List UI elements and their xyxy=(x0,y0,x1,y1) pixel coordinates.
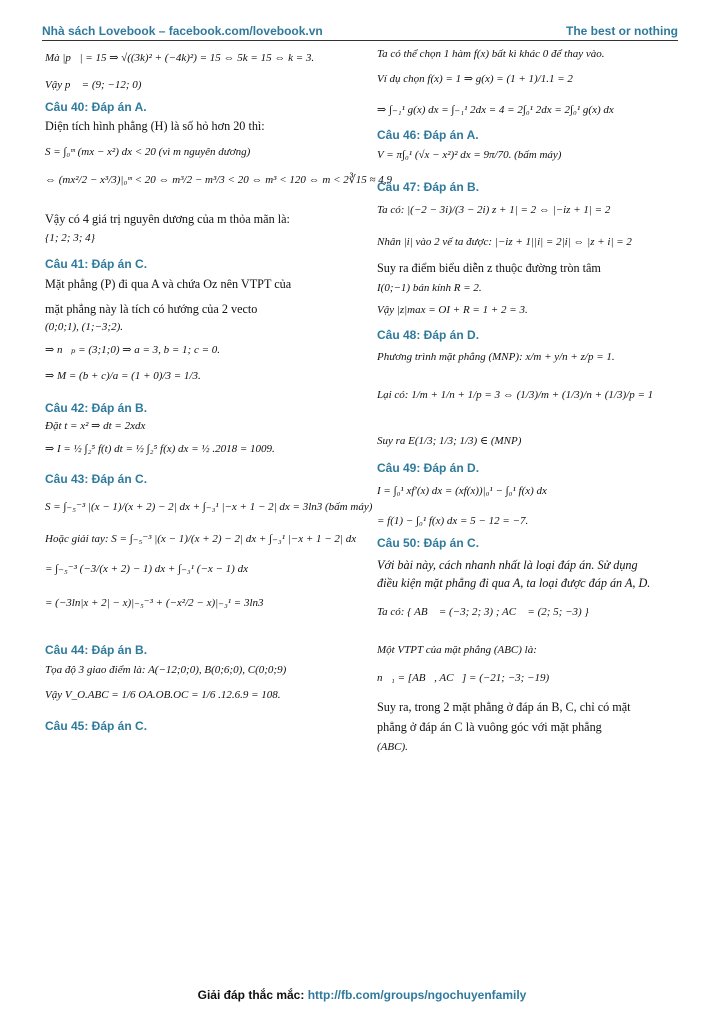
math-line: Ta có thể chọn 1 hàm f(x) bất kì khác 0 để thay vào. xyxy=(377,48,605,60)
math-line: Ta có: |(−2 − 3i)/(3 − 2i) z + 1| = 2 ⇔ |−iz + 1| = 2 xyxy=(377,204,611,216)
math-line: Vậy p⃗ = (9; −12; 0) xyxy=(45,79,142,91)
answer-heading: Câu 47: Đáp án B. xyxy=(377,180,480,194)
text-line: Suy ra điểm biểu diễn z thuộc đường tròn tâm xyxy=(377,261,601,275)
answer-heading: Câu 44: Đáp án B. xyxy=(45,643,148,657)
math-line: Hoặc giải tay: S = ∫₋₅⁻³ |(x − 1)/(x + 2) − 2| dx + ∫₋₃¹ |−x + 1 − 2| dx xyxy=(45,533,357,545)
page-header xyxy=(42,22,678,42)
answer-heading: Câu 46: Đáp án A. xyxy=(377,128,479,142)
header-rule xyxy=(42,40,678,41)
math-line: Phương trình mặt phẳng (MNP): x/m + y/n + z/p = 1. xyxy=(377,351,615,363)
text-line: điều kiện mặt phẳng đi qua A, ta loại được đáp án A, D. xyxy=(377,576,651,590)
math-line: = (−3ln|x + 2| − x)|₋₅⁻³ + (−x²/2 − x)|₋₃¹ = 3ln3 xyxy=(45,597,264,609)
text-line: Vậy có 4 giá trị nguyên dương của m thỏa mãn là: xyxy=(45,212,290,226)
math-line: S = ∫₀ᵐ (mx − x²) dx < 20 (vì m nguyên dương) xyxy=(45,146,251,158)
answer-heading: Câu 43: Đáp án C. xyxy=(45,472,148,486)
footer-link[interactable]: http://fb.com/groups/ngochuyenfamily xyxy=(307,988,527,1002)
text-line: mặt phẳng này là tích có hướng của 2 vecto xyxy=(45,302,258,316)
math-line: (ABC). xyxy=(377,741,408,753)
math-line: Đặt t = x² ⇒ dt = 2xdx xyxy=(45,420,146,432)
math-line: ⇒ n⃗ₚ = (3;1;0) ⇒ a = 3, b = 1; c = 0. xyxy=(45,344,221,356)
math-line: (0;0;1), (1;−3;2). xyxy=(45,321,123,333)
footer-label: Giải đáp thắc mắc: xyxy=(197,988,305,1002)
math-line: ⇔ (mx²/2 − x³/3)|₀ᵐ < 20 ⇔ m³/2 − m³/3 < 20 ⇔ m³ < 120 ⇔ m < 2∛15 ≈ 4,9 xyxy=(45,174,393,186)
page-footer xyxy=(0,988,724,1002)
answer-heading: Câu 42: Đáp án B. xyxy=(45,401,148,415)
answer-heading: Câu 40: Đáp án A. xyxy=(45,100,147,114)
text-line: Diện tích hình phẳng (H) là số hỏ hơn 20 thì: xyxy=(45,119,265,133)
math-line: Một VTPT của mặt phẳng (ABC) là: xyxy=(377,644,537,656)
math-line: Ví dụ chọn f(x) = 1 ⇒ g(x) = (1 + 1)/1.1 = 2 xyxy=(377,73,573,85)
answer-heading: Câu 41: Đáp án C. xyxy=(45,257,148,271)
math-line: = ∫₋₅⁻³ (−3/(x + 2) − 1) dx + ∫₋₃¹ (−x − 1) dx xyxy=(45,563,248,575)
text-line: Với bài này, cách nhanh nhất là loại đáp án. Sử dụng xyxy=(377,558,638,572)
text-line: phẳng ở đáp án C là vuông góc với mặt phẳng xyxy=(377,720,602,734)
math-line: Mà |p⃗| = 15 ⇒ √((3k)² + (−4k)²) = 15 ⇔ 5k = 15 ⇔ k = 3. xyxy=(45,52,315,64)
math-line: Suy ra E(1/3; 1/3; 1/3) ∈ (MNP) xyxy=(377,435,522,447)
math-line: Ta có: { AB⃗ = (−3; 2; 3) ; AC⃗ = (2; 5; −3) } xyxy=(377,606,589,618)
math-line: S = ∫₋₅⁻³ |(x − 1)/(x + 2) − 2| dx + ∫₋₃¹ |−x + 1 − 2| dx = 3ln3 (bấm máy) xyxy=(45,501,373,513)
header-right: The best or nothing xyxy=(566,24,678,38)
math-line: I = ∫₀¹ xf′(x) dx = (xf(x))|₀¹ − ∫₀¹ f(x) dx xyxy=(377,485,547,497)
text-line: Suy ra, trong 2 mặt phẳng ở đáp án B, C, chỉ có mặt xyxy=(377,700,631,714)
math-line: I(0;−1) bán kính R = 2. xyxy=(377,282,482,294)
math-line: ⇒ M = (b + c)/a = (1 + 0)/3 = 1/3. xyxy=(45,370,201,382)
math-line: {1; 2; 3; 4} xyxy=(45,232,96,244)
answer-heading: Câu 45: Đáp án C. xyxy=(45,719,148,733)
text-line: Mặt phẳng (P) đi qua A và chứa Oz nên VTPT của xyxy=(45,277,292,291)
math-line: Nhân |i| vào 2 vế ta được: |−iz + 1||i| = 2|i| ⇔ |z + i| = 2 xyxy=(377,236,632,248)
math-line: V = π∫₀¹ (√x − x²)² dx = 9π/70. (bấm máy) xyxy=(377,149,562,161)
math-line: = f(1) − ∫₀¹ f(x) dx = 5 − 12 = −7. xyxy=(377,515,529,527)
answer-heading: Câu 50: Đáp án C. xyxy=(377,536,480,550)
answer-heading: Câu 48: Đáp án D. xyxy=(377,328,480,342)
header-left: Nhà sách Lovebook – facebook.com/lovebook.vn xyxy=(42,24,323,38)
math-line: Vậy |z|max = OI + R = 1 + 2 = 3. xyxy=(377,304,528,316)
math-line: Vậy V_O.ABC = 1/6 OA.OB.OC = 1/6 .12.6.9 = 108. xyxy=(45,689,281,701)
math-line: Tọa độ 3 giao điểm là: A(−12;0;0), B(0;6;0), C(0;0;9) xyxy=(45,664,287,676)
math-line: n⃗₁ = [AB⃗, AC⃗] = (−21; −3; −19) xyxy=(377,672,550,684)
math-line: ⇒ ∫₋₁¹ g(x) dx = ∫₋₁¹ 2dx = 4 = 2∫₀¹ 2dx = 2∫₀¹ g(x) dx xyxy=(377,104,614,116)
answer-heading: Câu 49: Đáp án D. xyxy=(377,461,480,475)
math-line: Lại có: 1/m + 1/n + 1/p = 3 ⇔ (1/3)/m + (1/3)/n + (1/3)/p = 1 xyxy=(377,389,654,401)
math-line: ⇒ I = ½ ∫₂⁵ f(t) dt = ½ ∫₂⁵ f(x) dx = ½ .2018 = 1009. xyxy=(45,443,275,455)
